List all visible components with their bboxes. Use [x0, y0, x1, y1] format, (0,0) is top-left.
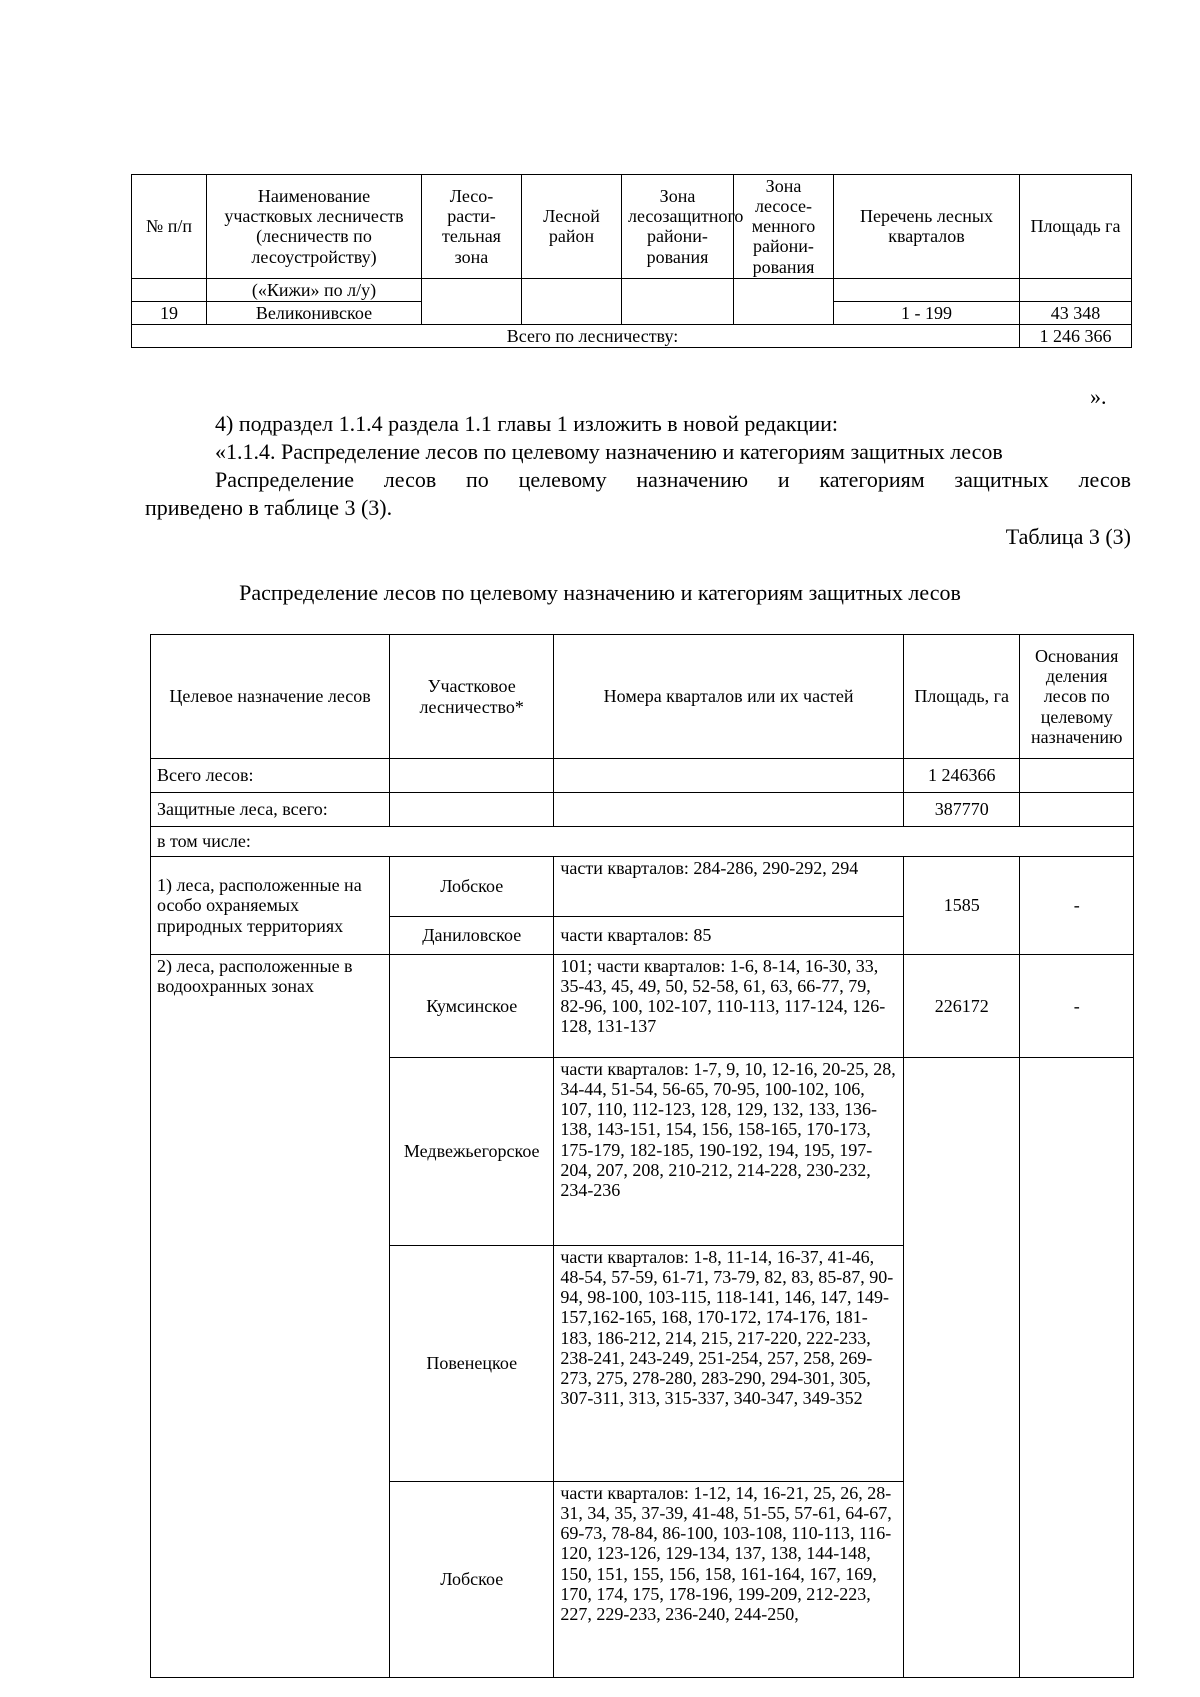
- cat2-area: 226172: [903, 955, 1020, 1058]
- table2-protective-row: [151, 793, 1134, 827]
- row19-num: 19: [132, 301, 207, 324]
- cat2-quarters-1: 101; части кварталов: 1-6, 8-14, 16-30, 33, 35-43, 45, 49, 50, 52-58, 61, 63, 66-77, 79, 82-96, 100, 102-107, 110-113, 117-124, 126-128, 131-137: [554, 955, 904, 1058]
- cat2-quarters-4: части кварталов: 1-12, 14, 16-21, 25, 26, 28-31, 34, 35, 37-39, 41-48, 51-55, 57-61, 64-67, 69-73, 78-84, 86-100, 103-108, 110-113, 116-120, 123-126, 129-134, 137, 138, 144-148, 150, 151, 155, 156, 158, 161-164, 167, 169, 170, 174, 175, 178-196, 199-209, 212-223, 227, 229-233, 236-240, 244-250,: [554, 1482, 904, 1678]
- paragraph-subsection: 4) подраздел 1.1.4 раздела 1.1 главы 1 изложить в новой редакции:: [215, 411, 838, 436]
- table1-header-num: № п/п: [132, 175, 207, 279]
- paragraph-body-line1: Распределение лесов по целевому назначению и категориям защитных лесов: [215, 467, 1131, 492]
- cat1-area: 1585: [903, 857, 1020, 955]
- cat1-basis: -: [1020, 857, 1134, 955]
- table2-protective-area: 387770: [903, 793, 1020, 827]
- row19-area: 43 348: [1020, 301, 1132, 324]
- cat2-quarters-2: части кварталов: 1-7, 9, 10, 12-16, 20-25, 28, 34-44, 51-54, 56-65, 70-95, 100-102, 106, 107, 110, 112-123, 128, 129, 132, 133, 136-138, 143-151, 154, 156, 158-165, 170-173, 175-179, 182-185, 190-192, 194, 195, 197-204, 207, 208, 210-212, 214-228, 230-232, 234-236: [554, 1058, 904, 1246]
- table2-total-label: Всего лесов:: [151, 759, 390, 793]
- row19-quarters: 1 - 199: [834, 301, 1020, 324]
- table2-header-row: [151, 635, 1134, 759]
- cat1-label: 1) леса, расположенные на особо охраняемых природных территориях: [151, 857, 390, 955]
- table2-including-label: в том числе:: [151, 827, 1134, 857]
- table-caption: Таблица 3 (3): [1005, 524, 1131, 549]
- table1-total-area: 1 246 366: [1020, 325, 1132, 348]
- table2-header-purpose: Целевое назначение лесов: [151, 635, 390, 759]
- table2-protective-label: Защитные леса, всего:: [151, 793, 390, 827]
- distribution-table: [150, 634, 1134, 1678]
- table1-header-seed-zone: Зона лесосе-менного райони-рования: [734, 175, 834, 279]
- table1-header-row: [132, 175, 1132, 279]
- cat2-forestry-1: Кумсинское: [390, 955, 554, 1058]
- row19-name: Великонивское: [207, 301, 422, 324]
- table1-row-kizhi: [132, 278, 1132, 301]
- forestry-table: [131, 174, 1132, 348]
- table1-header-area: Площадь га: [1020, 175, 1132, 279]
- cat2-forestry-4: Лобское: [390, 1482, 554, 1678]
- table1-header-quarters: Перечень лесных кварталов: [834, 175, 1020, 279]
- quote-end: ».: [1090, 384, 1107, 409]
- table2-header-quarters: Номера кварталов или их частей: [554, 635, 904, 759]
- cat2-forestry-2: Медвежьегорское: [390, 1058, 554, 1246]
- table1-total-row: [132, 325, 1132, 348]
- kizhi-label: («Кижи» по л/у): [207, 278, 422, 301]
- cat2-forestry-3: Повенецкое: [390, 1246, 554, 1482]
- cat2-label: 2) леса, расположенные в водоохранных зонах: [151, 955, 390, 1678]
- cat2-row-1: [151, 955, 1134, 1058]
- table2-total-row: [151, 759, 1134, 793]
- table2-header-area: Площадь, га: [903, 635, 1020, 759]
- cat1-forestry-2: Даниловское: [390, 917, 554, 955]
- table-title: Распределение лесов по целевому назначению и категориям защитных лесов: [239, 580, 961, 605]
- table2-total-area: 1 246366: [903, 759, 1020, 793]
- cat2-quarters-3: части кварталов: 1-8, 11-14, 16-37, 41-46, 48-54, 57-59, 61-71, 73-79, 82, 83, 85-87, 90-94, 98-100, 103-115, 118-141, 146, 147, 149-157,162-165, 168, 170-172, 174-176, 181-183, 186-212, 214, 215, 217-220, 222-233, 238-241, 243-249, 251-254, 257, 258, 269-273, 275, 278-280, 283-290, 294-301, 305, 307-311, 313, 315-337, 340-347, 349-352: [554, 1246, 904, 1482]
- cat1-quarters-2: части кварталов: 85: [554, 917, 904, 955]
- table1-header-protection-zone: Зона лесозащитного райони-рования: [622, 175, 734, 279]
- paragraph-body-line2: приведено в таблице 3 (3).: [145, 495, 393, 520]
- table1-total-label: Всего по лесничеству:: [132, 325, 1020, 348]
- table2-header-forestry: Участковое лесничество*: [390, 635, 554, 759]
- cat1-forestry-1: Лобское: [390, 857, 554, 917]
- table2-including-row: [151, 827, 1134, 857]
- cat2-basis: -: [1020, 955, 1134, 1058]
- cat1-quarters-1: части кварталов: 284-286, 290-292, 294: [554, 857, 904, 917]
- cat1-row-1: [151, 857, 1134, 917]
- table1-header-name: Наименование участковых лесничеств (лесничеств по лесоустройству): [207, 175, 422, 279]
- table1-header-forest-district: Лесной район: [522, 175, 622, 279]
- paragraph-heading: «1.1.4. Распределение лесов по целевому назначению и категориям защитных лесов: [215, 439, 1003, 464]
- table1-header-veg-zone: Лесо-расти-тельная зона: [422, 175, 522, 279]
- table2-header-basis: Основания деления лесов по целевому назначению: [1020, 635, 1134, 759]
